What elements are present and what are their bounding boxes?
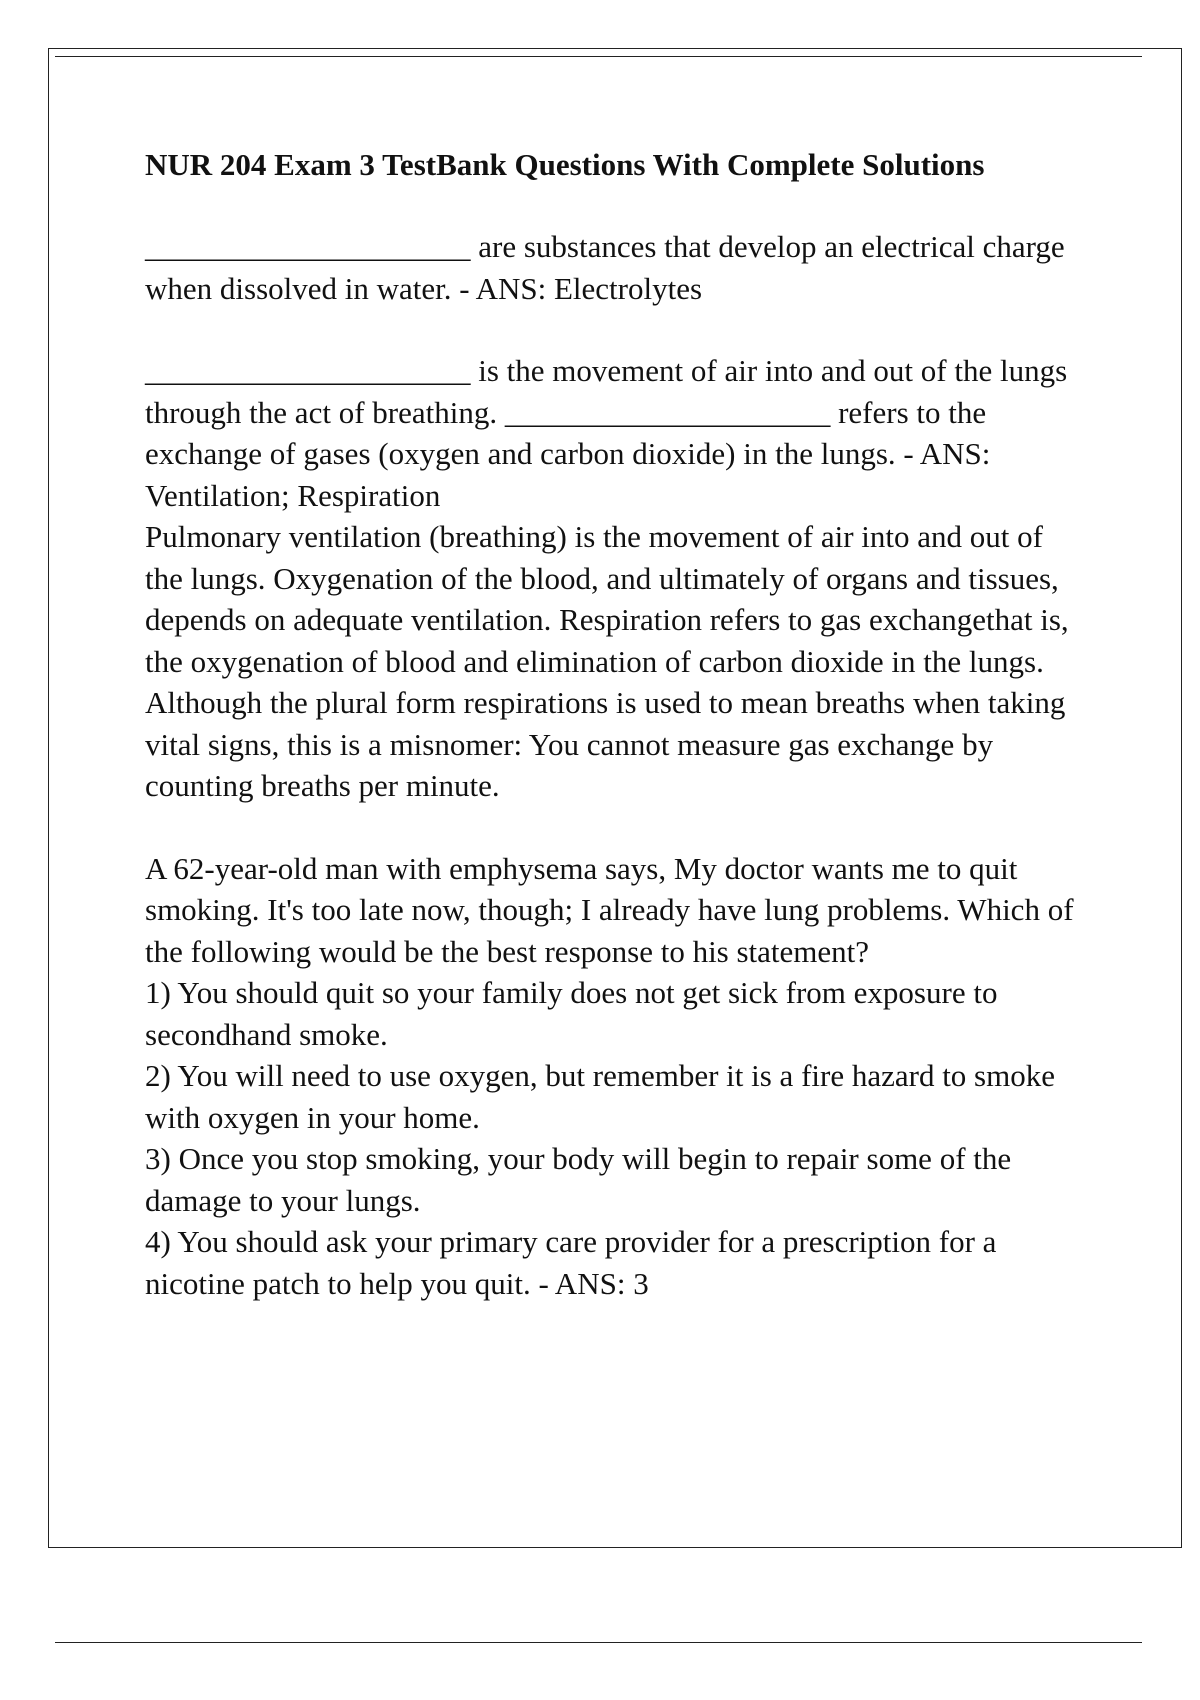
question-1 bbox=[145, 226, 1085, 309]
bottom-rule bbox=[55, 1642, 1142, 1643]
document-content bbox=[145, 144, 1085, 1345]
question-2 bbox=[145, 350, 1085, 807]
question-text: A 62-year-old man with emphysema says, My doctor wants me to quit smoking. It's too late now, though; I already have lung problems. Which of the following would be the best response to his statement? bbox=[145, 850, 1074, 969]
answer-option-4: 4) You should ask your primary care provider for a prescription for a nicotine patch to help you quit. - ANS: 3 bbox=[145, 1224, 997, 1301]
question-rationale: Pulmonary ventilation (breathing) is the movement of air into and out of the lungs. Oxygenation of the blood, and ultimately of organs and tissues, depends on adequate ventilation. Respiration refers to gas exchangethat is, the oxygenation of blood and elimination of carbon dioxide in the lungs. Although the plural form respirations is used to mean breaths when taking vital signs, this is a misnomer: You cannot measure gas exchange by counting breaths per minute. bbox=[145, 519, 1069, 803]
answer-option-3: 3) Once you stop smoking, your body will begin to repair some of the damage to your lungs. bbox=[145, 1141, 1012, 1218]
document-title: NUR 204 Exam 3 TestBank Questions With Complete Solutions bbox=[145, 147, 985, 182]
question-text: _____________________ is the movement of air into and out of the lungs through the act of breathing. _____________________ refers to the exchange of gases (oxygen and carbon dioxide) in the lungs. - ANS: Ventilation; Respiration bbox=[145, 353, 1068, 513]
answer-option-2: 2) You will need to use oxygen, but remember it is a fire hazard to smoke with oxygen in your home. bbox=[145, 1058, 1055, 1135]
answer-option-1: 1) You should quit so your family does not get sick from exposure to secondhand smoke. bbox=[145, 975, 998, 1052]
question-text: _____________________ are substances that develop an electrical charge when dissolved in water. - ANS: Electrolytes bbox=[145, 229, 1065, 306]
question-3 bbox=[145, 848, 1085, 1305]
